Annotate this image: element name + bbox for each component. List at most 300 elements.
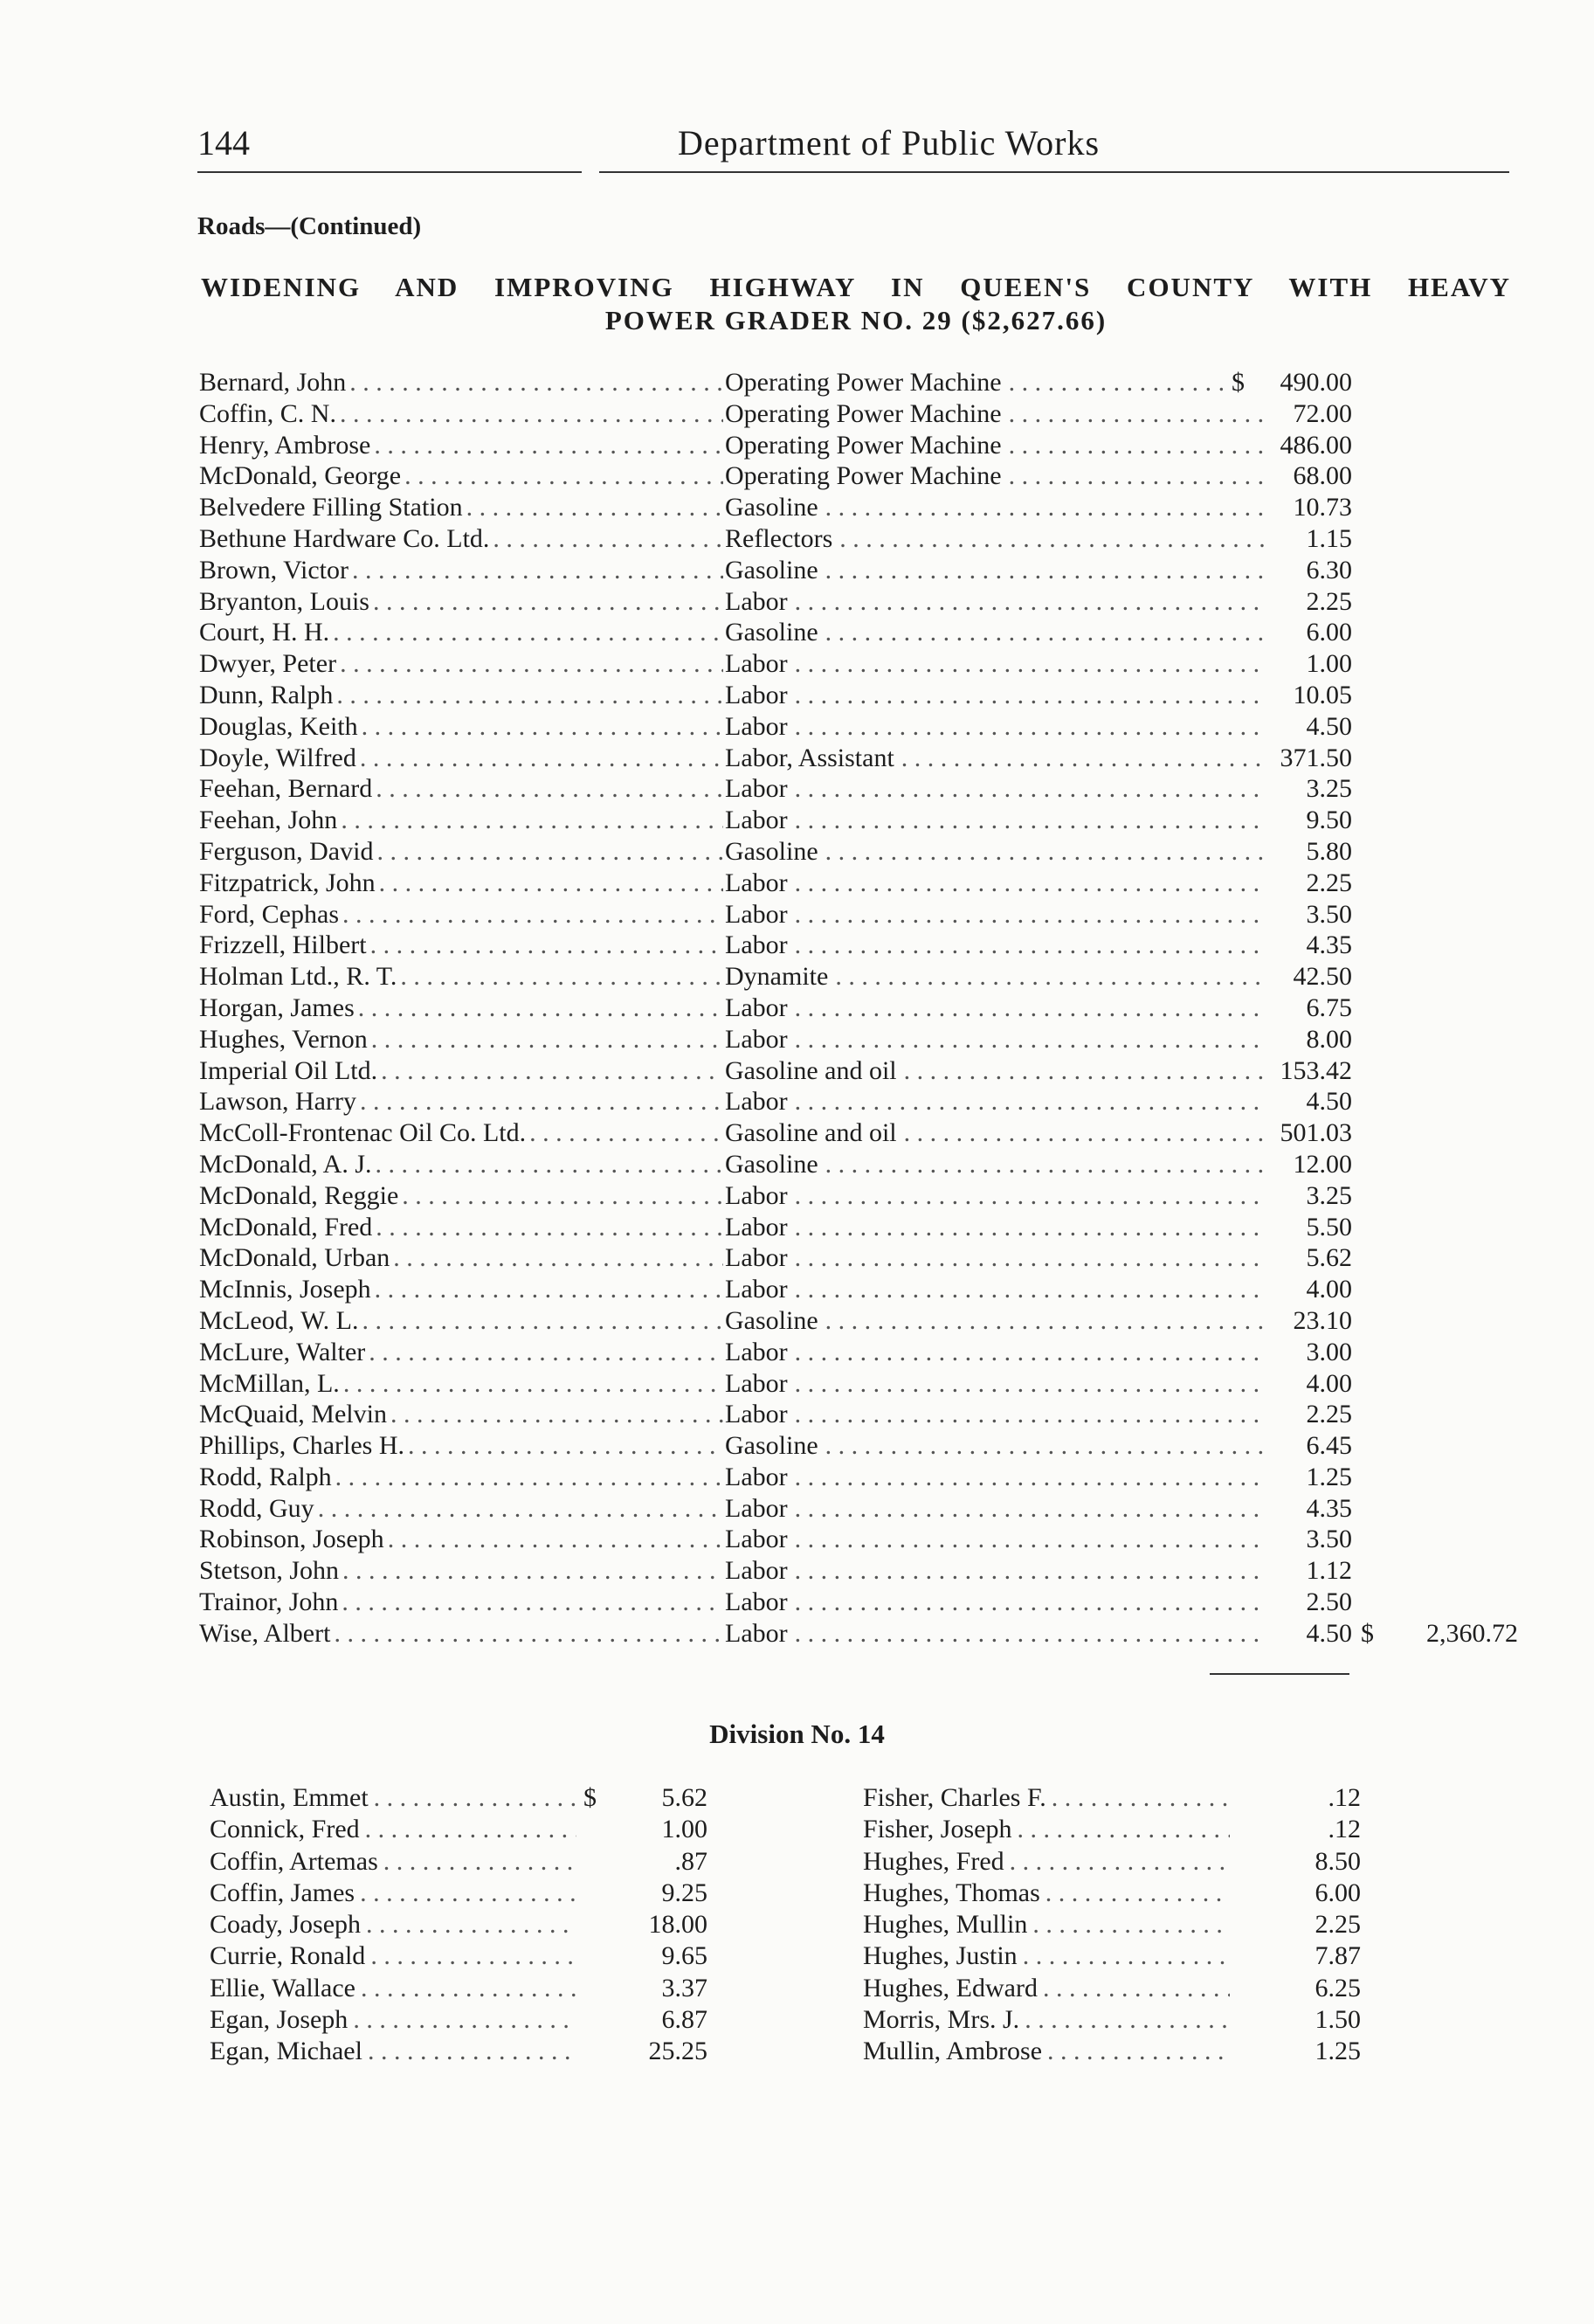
entry-name-cell — [199, 1055, 723, 1087]
payee-name-cell — [210, 1782, 576, 1814]
entry-amount: 5.80 — [1306, 836, 1352, 866]
list-item — [199, 1462, 1527, 1493]
table-title-line-1: WIDENING AND IMPROVING HIGHWAY IN QUEEN'S COUNTY WITH HEAVY — [201, 272, 1511, 302]
entry-name: Rodd, Ralph — [199, 1462, 332, 1491]
entry-amount: 3.50 — [1306, 899, 1352, 929]
list-item — [199, 899, 1527, 930]
payee-amount: 1.25 — [1315, 2037, 1361, 2066]
leader-dots — [393, 1242, 723, 1274]
payee-amount: 1.50 — [1315, 2005, 1361, 2035]
list-item — [199, 930, 1527, 961]
entry-name: Bernard, John — [199, 368, 347, 397]
entry-name-cell — [199, 773, 723, 805]
entry-description: Labor — [725, 1556, 788, 1586]
entry-description: Labor — [725, 649, 788, 679]
entry-name: Lawson, Harry — [199, 1087, 356, 1117]
entry-description: Labor — [725, 1212, 788, 1242]
dollar-sign: $ — [583, 1783, 597, 1812]
entry-name: Wise, Albert — [199, 1618, 331, 1648]
list-item — [199, 805, 1527, 836]
entry-amount: 4.50 — [1306, 1618, 1352, 1648]
entry-description: Labor — [725, 711, 788, 741]
entry-amount: 2.25 — [1306, 1400, 1352, 1429]
leader-dots — [381, 1055, 723, 1087]
entry-name-cell — [199, 555, 723, 586]
entry-name-cell — [199, 617, 723, 648]
entry-name-cell — [199, 398, 723, 430]
payee-amount: .87 — [674, 1846, 707, 1876]
payee-name-cell — [210, 1814, 576, 1845]
entry-amount: 72.00 — [1293, 398, 1352, 428]
list-item — [199, 367, 1527, 398]
leader-dots — [371, 1024, 723, 1055]
entry-amount: 6.30 — [1306, 555, 1352, 584]
list-item — [199, 1274, 1527, 1305]
leader-dots — [1025, 2004, 1230, 2036]
entry-name: Bryanton, Louis — [199, 586, 369, 616]
entry-name-cell — [199, 868, 723, 899]
leader-dots — [529, 1117, 723, 1149]
page-number: 144 — [197, 123, 250, 163]
list-item — [199, 1117, 1527, 1149]
payee-amount: 6.87 — [661, 2005, 707, 2035]
payee-amount: 25.25 — [648, 2037, 707, 2066]
table-title-line-2: POWER GRADER NO. 29 ($2,627.66) — [604, 305, 1108, 335]
entry-amount: 9.50 — [1306, 806, 1352, 835]
entry-name-cell — [199, 1305, 723, 1337]
list-item — [199, 398, 1527, 430]
payee-name: Mullin, Ambrose — [863, 2037, 1043, 2066]
entry-amount: 5.62 — [1306, 1243, 1352, 1273]
entry-name: McInnis, Joseph — [199, 1275, 371, 1304]
entry-description: Operating Power Machine — [725, 461, 1002, 491]
entry-name: Rodd, Guy — [199, 1493, 314, 1523]
entry-name: McDonald, A. J. — [199, 1149, 372, 1179]
entry-name: Court, H. H. — [199, 618, 330, 647]
payee-amount: 18.00 — [648, 1910, 707, 1940]
entry-description: Labor — [725, 868, 788, 897]
leader-dots — [365, 1814, 576, 1845]
leader-dots — [361, 1973, 576, 2004]
entry-amount: 486.00 — [1280, 430, 1352, 460]
payee-name: Ellie, Wallace — [210, 1973, 355, 2002]
entry-description: Gasoline — [725, 493, 818, 522]
list-item — [199, 1055, 1527, 1087]
list-item — [199, 1024, 1527, 1055]
entry-amount: 3.25 — [1306, 774, 1352, 804]
entry-name-cell — [199, 680, 723, 711]
leader-dots — [379, 868, 723, 899]
leader-dots — [376, 1149, 724, 1180]
entry-amount: 1.15 — [1306, 523, 1352, 553]
entry-name-cell — [199, 367, 723, 398]
entry-name: Dwyer, Peter — [199, 649, 337, 679]
list-item — [199, 961, 1527, 993]
leader-dots — [376, 773, 723, 805]
entry-name-cell — [199, 836, 723, 868]
entry-name: McQuaid, Melvin — [199, 1400, 387, 1429]
entry-description: Gasoline — [725, 555, 818, 584]
leader-dots — [1043, 1973, 1230, 2004]
payee-name: Egan, Joseph — [210, 2005, 348, 2035]
payee-name: Fisher, Charles F. — [863, 1783, 1046, 1812]
list-item — [863, 1878, 1361, 1909]
list-item — [199, 1587, 1527, 1618]
leader-dots — [358, 993, 723, 1024]
leader-dots — [353, 2004, 576, 2036]
entry-description: Labor — [725, 586, 788, 616]
list-item — [210, 1878, 707, 1909]
payee-name: Coady, Joseph — [210, 1910, 362, 1940]
leader-dots — [374, 430, 723, 461]
entry-name: McDonald, Urban — [199, 1243, 390, 1273]
entry-name-cell — [199, 1524, 723, 1555]
entry-description: Labor — [725, 1525, 788, 1554]
entry-description: Gasoline — [725, 1431, 818, 1461]
entry-name-cell — [199, 1117, 723, 1149]
entry-name: Feehan, Bernard — [199, 774, 373, 804]
entry-amount: 6.45 — [1306, 1431, 1352, 1461]
payee-name-cell — [210, 2004, 576, 2036]
entry-description: Labor — [725, 899, 788, 929]
entry-description: Gasoline and oil — [725, 1118, 897, 1148]
leader-dots — [334, 1618, 723, 1650]
entry-description: Operating Power Machine — [725, 398, 1002, 428]
list-item — [199, 1368, 1527, 1400]
payee-amount: 2.25 — [1315, 1910, 1361, 1940]
list-item — [199, 492, 1527, 523]
leader-dots — [342, 1587, 723, 1618]
list-item — [863, 1940, 1361, 1972]
payee-name: Hughes, Thomas — [863, 1878, 1040, 1907]
leader-dots — [360, 743, 723, 774]
list-item — [863, 1846, 1361, 1878]
leader-dots — [408, 1430, 723, 1462]
entry-amount: 10.05 — [1293, 680, 1352, 709]
list-item — [199, 523, 1527, 555]
division-heading: Division No. 14 — [709, 1719, 885, 1749]
entry-description: Dynamite — [725, 962, 829, 992]
entry-description: Gasoline — [725, 618, 818, 647]
entry-description: Labor — [725, 1024, 788, 1054]
leader-dots — [1047, 2036, 1230, 2067]
entry-name: McMillan, L. — [199, 1368, 340, 1398]
entry-name-cell — [199, 1337, 723, 1368]
payee-name-cell — [210, 1878, 576, 1909]
entry-description: Labor — [725, 1337, 788, 1366]
entry-description: Labor — [725, 1618, 788, 1648]
entry-name: Douglas, Keith — [199, 711, 358, 741]
entry-amount: 4.00 — [1306, 1275, 1352, 1304]
running-title: Department of Public Works — [678, 123, 1101, 163]
list-item — [199, 460, 1527, 492]
entry-description: Labor — [725, 1400, 788, 1429]
entry-name-cell — [199, 1555, 723, 1587]
entry-name-cell — [199, 1618, 723, 1650]
entry-name-cell — [199, 930, 723, 961]
list-item — [199, 743, 1527, 774]
leader-dots — [336, 680, 723, 711]
entry-name: McDonald, Reggie — [199, 1180, 399, 1210]
list-item — [199, 430, 1527, 461]
entry-description: Labor — [725, 1462, 788, 1491]
entry-description: Labor — [725, 1180, 788, 1210]
payee-name-cell — [863, 1909, 1230, 1940]
list-item — [210, 2004, 707, 2036]
entry-description: Reflectors — [725, 523, 833, 553]
entry-name: McLeod, W. L. — [199, 1305, 359, 1335]
entry-amount: 2.50 — [1306, 1587, 1352, 1617]
sum-rule — [1210, 1673, 1349, 1675]
list-item — [199, 555, 1527, 586]
entry-amount: 1.12 — [1306, 1556, 1352, 1586]
entry-name-cell — [199, 430, 723, 461]
entry-amount: 3.25 — [1306, 1180, 1352, 1210]
list-item — [199, 648, 1527, 680]
entry-total: 2,360.72 — [1426, 1618, 1518, 1648]
entry-name-cell — [199, 1430, 723, 1462]
entry-description: Labor — [725, 1275, 788, 1304]
entry-description: Operating Power Machine — [725, 368, 1002, 397]
list-item — [199, 1149, 1527, 1180]
entry-name: Brown, Victor — [199, 555, 348, 584]
list-item — [199, 1618, 1527, 1650]
entry-description: Labor — [725, 993, 788, 1022]
payee-name: Hughes, Fred — [863, 1846, 1004, 1876]
list-item — [199, 1524, 1527, 1555]
list-item — [210, 1814, 707, 1845]
payee-name-cell — [210, 1940, 576, 1972]
entry-name-cell — [199, 1212, 723, 1243]
leader-dots — [466, 492, 723, 523]
leader-dots — [404, 460, 723, 492]
entry-name: Imperial Oil Ltd. — [199, 1055, 378, 1085]
list-item — [199, 1430, 1527, 1462]
dollar-sign: $ — [1232, 368, 1245, 397]
list-item — [199, 1493, 1527, 1525]
entry-name: Horgan, James — [199, 993, 355, 1022]
leader-dots — [376, 836, 723, 868]
section-heading: Roads—(Continued) — [197, 212, 422, 240]
list-item — [210, 1973, 707, 2004]
payee-name: Coffin, James — [210, 1878, 355, 1907]
leader-dots — [1023, 1940, 1230, 1972]
entry-name: Feehan, John — [199, 806, 338, 835]
list-item — [199, 1305, 1527, 1337]
payee-amount: .12 — [1328, 1783, 1361, 1812]
list-item — [199, 1555, 1527, 1587]
leader-dots — [368, 2036, 576, 2067]
list-item — [210, 1846, 707, 1878]
leader-dots — [342, 899, 723, 930]
entry-name-cell — [199, 961, 723, 993]
leader-dots — [376, 1212, 723, 1243]
entry-name: Doyle, Wilfred — [199, 743, 356, 772]
payee-amount: 1.00 — [661, 1815, 707, 1844]
list-item — [199, 1180, 1527, 1212]
leader-dots — [362, 711, 723, 743]
entry-amount: 490.00 — [1280, 368, 1352, 397]
leader-dots — [1010, 1846, 1230, 1878]
leader-dots — [370, 1940, 576, 1972]
entry-description: Labor — [725, 1243, 788, 1273]
leader-dots — [333, 617, 723, 648]
payee-name: Coffin, Artemas — [210, 1846, 378, 1876]
entry-name-cell — [199, 648, 723, 680]
leader-dots — [388, 1524, 723, 1555]
payee-amount: 7.87 — [1315, 1941, 1361, 1971]
payee-name-cell — [863, 1846, 1230, 1878]
list-item — [210, 1909, 707, 1940]
leader-dots — [493, 523, 723, 555]
payee-name: Hughes, Edward — [863, 1973, 1038, 2002]
leader-dots — [375, 1274, 723, 1305]
payee-name: Hughes, Justin — [863, 1941, 1018, 1971]
entry-description: Labor — [725, 1587, 788, 1617]
entry-amount: 1.00 — [1306, 649, 1352, 679]
entry-amount: 1.25 — [1306, 1462, 1352, 1491]
payee-amount: 9.65 — [661, 1941, 707, 1971]
list-item — [210, 1782, 707, 1814]
leader-dots — [400, 961, 723, 993]
entry-amount: 6.00 — [1306, 618, 1352, 647]
entry-name: Stetson, John — [199, 1556, 340, 1586]
leader-dots — [1032, 1909, 1230, 1940]
payee-name: Austin, Emmet — [210, 1783, 369, 1812]
leader-dots — [373, 586, 723, 618]
entry-name: Belvedere Filling Station — [199, 493, 463, 522]
entry-amount: 4.50 — [1306, 1087, 1352, 1117]
entry-name: McColl-Frontenac Oil Co. Ltd. — [199, 1118, 527, 1148]
entry-name: McDonald, Fred — [199, 1212, 373, 1242]
leader-dots — [1052, 1782, 1230, 1814]
list-item — [199, 993, 1527, 1024]
leader-dots — [1017, 1814, 1230, 1845]
entry-amount: 3.00 — [1306, 1337, 1352, 1366]
list-item — [863, 1909, 1361, 1940]
entry-description: Labor — [725, 680, 788, 709]
payee-amount: .12 — [1328, 1815, 1361, 1844]
payee-name-cell — [863, 1782, 1230, 1814]
entry-description: Labor — [725, 806, 788, 835]
entry-name-cell — [199, 899, 723, 930]
leader-dots — [390, 1399, 723, 1430]
list-item — [199, 836, 1527, 868]
entry-name: Ferguson, David — [199, 836, 374, 866]
leader-dots — [343, 1368, 723, 1400]
entry-description-cell — [725, 367, 1223, 398]
payee-name: Fisher, Joseph — [863, 1815, 1012, 1844]
list-item — [199, 1399, 1527, 1430]
leader-dots — [369, 1337, 723, 1368]
list-item — [863, 1814, 1361, 1845]
list-item — [199, 1086, 1527, 1117]
leader-dots — [318, 1493, 723, 1525]
list-item — [863, 1782, 1361, 1814]
entry-amount: 2.25 — [1306, 586, 1352, 616]
payee-name-cell — [863, 1814, 1230, 1845]
entry-name: Ford, Cephas — [199, 899, 339, 929]
entry-amount: 3.50 — [1306, 1525, 1352, 1554]
total-dollar-sign: $ — [1361, 1618, 1374, 1648]
entry-name-cell — [199, 1024, 723, 1055]
entry-name-cell — [199, 1274, 723, 1305]
entry-amount: 153.42 — [1280, 1055, 1352, 1085]
entry-name: Dunn, Ralph — [199, 680, 334, 709]
entry-amount: 42.50 — [1293, 962, 1352, 992]
entry-amount: 12.00 — [1293, 1149, 1352, 1179]
entry-name-cell — [199, 492, 723, 523]
payee-amount: 3.37 — [661, 1973, 707, 2002]
payee-name: Hughes, Mullin — [863, 1910, 1028, 1940]
list-item — [863, 2004, 1361, 2036]
leader-dots — [366, 1909, 576, 1940]
payee-name-cell — [863, 2004, 1230, 2036]
entry-amount: 4.50 — [1306, 711, 1352, 741]
entry-name-cell — [199, 993, 723, 1024]
entry-description: Labor — [725, 1493, 788, 1523]
entry-name: Coffin, C. N. — [199, 398, 336, 428]
entry-name: Frizzell, Hilbert — [199, 930, 367, 960]
entry-description: Gasoline — [725, 1305, 818, 1335]
entry-amount: 23.10 — [1293, 1305, 1352, 1335]
entry-description: Labor — [725, 774, 788, 804]
entry-amount: 4.35 — [1306, 930, 1352, 960]
entry-name-cell — [199, 523, 723, 555]
list-item — [199, 773, 1527, 805]
entry-name: Robinson, Joseph — [199, 1525, 384, 1554]
payee-name-cell — [863, 2036, 1230, 2067]
table-title — [201, 271, 1511, 337]
entry-amount: 5.50 — [1306, 1212, 1352, 1242]
entry-description: Labor — [725, 1087, 788, 1117]
payee-name-cell — [863, 1973, 1230, 2004]
leader-dots — [360, 1086, 723, 1117]
expense-list — [199, 367, 1527, 1650]
entry-name-cell — [199, 1149, 723, 1180]
header-rule-left — [197, 171, 582, 173]
entry-name-cell — [199, 460, 723, 492]
leader-dots — [402, 1180, 723, 1212]
payee-name-cell — [210, 1973, 576, 2004]
list-item — [199, 617, 1527, 648]
entry-description: Operating Power Machine — [725, 430, 1002, 460]
entry-description: Gasoline — [725, 1149, 818, 1179]
payee-name: Morris, Mrs. J. — [863, 2005, 1020, 2035]
leader-dots — [1045, 1878, 1230, 1909]
list-item — [210, 1940, 707, 1972]
list-item — [199, 1212, 1527, 1243]
leader-dots — [341, 805, 723, 836]
entry-name-cell — [199, 1493, 723, 1525]
entry-name: Phillips, Charles H. — [199, 1431, 405, 1461]
entry-name: Hughes, Vernon — [199, 1024, 368, 1054]
leader-dots — [340, 398, 723, 430]
entry-amount: 371.50 — [1280, 743, 1352, 772]
list-item — [863, 2036, 1361, 2067]
leader-dots — [335, 1462, 723, 1493]
entry-name-cell — [199, 1368, 723, 1400]
list-item — [199, 711, 1527, 743]
entry-name-cell — [199, 743, 723, 774]
leader-dots — [340, 648, 723, 680]
division-list-left — [210, 1782, 707, 2068]
entry-name-cell — [199, 711, 723, 743]
entry-name-cell — [199, 1399, 723, 1430]
list-item — [199, 868, 1527, 899]
page-header — [197, 122, 1509, 168]
entry-description: Labor — [725, 1368, 788, 1398]
